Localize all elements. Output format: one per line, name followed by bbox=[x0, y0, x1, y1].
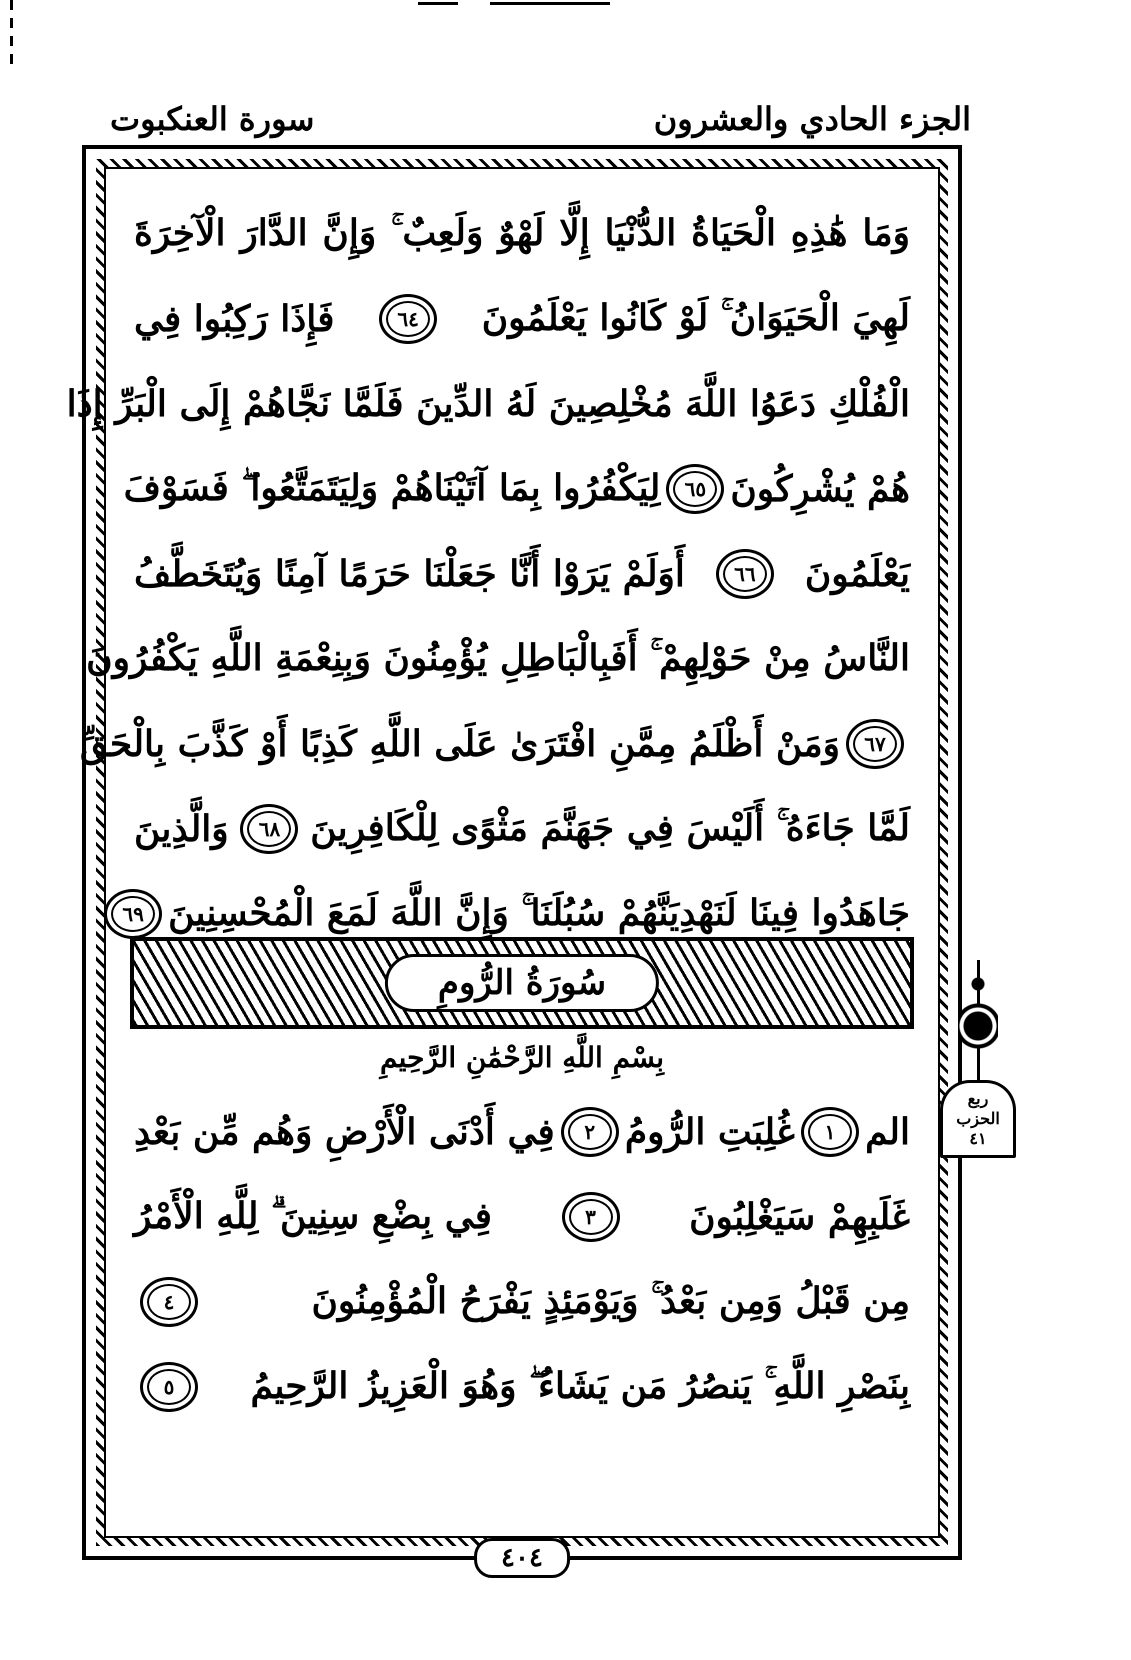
verse-text: وَمَنْ أَظْلَمُ مِمَّنِ افْتَرَىٰ عَلَى اللَّهِ كَذِبًا أَوْ كَذَّبَ بِالْحَقِّ bbox=[79, 722, 840, 765]
verse-line bbox=[123, 446, 910, 531]
verse-line bbox=[134, 191, 910, 276]
ayah-marker: ١ bbox=[801, 1107, 859, 1157]
verse-text: أَوَلَمْ يَرَوْا أَنَّا جَعَلْنَا حَرَمًا آمِنًا وَيُتَخَطَّفُ bbox=[134, 552, 685, 595]
surah-banner bbox=[130, 937, 914, 1029]
hizb-label: الحزب bbox=[956, 1109, 1000, 1128]
verse-text: الْفُلْكِ دَعَوُا اللَّهَ مُخْلِصِينَ لَهُ الدِّينَ فَلَمَّا نَجَّاهُمْ إِلَى الْبَرِّ إِذَا bbox=[66, 382, 910, 425]
verse-text: هُمْ يُشْرِكُونَ bbox=[730, 467, 910, 510]
verse-line bbox=[86, 616, 910, 701]
surah-banner-title: سُورَةُ الرُّومِ bbox=[385, 954, 659, 1012]
verse-text: جَاهَدُوا فِينَا لَنَهْدِيَنَّهُمْ سُبُلَنَا ۚ وَإِنَّ اللَّهَ لَمَعَ الْمُحْسِنِينَ bbox=[168, 892, 910, 934]
verse-line bbox=[134, 531, 910, 616]
verse-text: يَعْلَمُونَ bbox=[804, 552, 910, 595]
hizb-ornament-icon bbox=[958, 960, 998, 1080]
ayah-marker: ٤ bbox=[140, 1277, 198, 1327]
top-rule bbox=[418, 2, 458, 5]
verse-line bbox=[134, 276, 910, 361]
top-rule bbox=[490, 2, 610, 5]
verse-text: الم bbox=[865, 1110, 910, 1153]
verse-line bbox=[134, 1259, 910, 1344]
verse-line bbox=[134, 1174, 910, 1259]
ayah-marker: ٦٤ bbox=[379, 294, 437, 344]
scan-margin-mark bbox=[10, 0, 13, 65]
page-number: ٤٠٤ bbox=[474, 1538, 570, 1578]
ayah-marker: ٦٧ bbox=[846, 719, 904, 769]
hizb-label: ربع bbox=[967, 1089, 989, 1108]
verse-line bbox=[134, 1344, 910, 1429]
verse-line bbox=[66, 361, 910, 446]
verse-text: غَلَبِهِمْ سَيَغْلِبُونَ bbox=[689, 1195, 910, 1238]
ankabut-verses bbox=[66, 191, 910, 956]
verse-line bbox=[134, 786, 910, 871]
verse-text: وَمَا هَٰذِهِ الْحَيَاةُ الدُّنْيَا إِلَّا لَهْوٌ وَلَعِبٌ ۚ وَإِنَّ الدَّارَ الْآخِرَةَ bbox=[134, 212, 910, 254]
verse-text: بِنَصْرِ اللَّهِ ۚ يَنصُرُ مَن يَشَاءُ ۖ وَهُوَ الْعَزِيزُ الرَّحِيمُ bbox=[250, 1365, 910, 1407]
ayah-marker: ٦٩ bbox=[104, 889, 162, 939]
verse-text: لِيَكْفُرُوا بِمَا آتَيْنَاهُمْ وَلِيَتَمَتَّعُوا ۖ فَسَوْفَ bbox=[123, 467, 661, 509]
frame-border bbox=[66, 159, 948, 1546]
ayah-marker: ٦٨ bbox=[240, 804, 298, 854]
verse-text: وَالَّذِينَ bbox=[134, 807, 229, 850]
rum-verses bbox=[134, 1089, 910, 1429]
ayah-marker: ٦٦ bbox=[716, 549, 774, 599]
ayah-marker: ٣ bbox=[562, 1192, 620, 1242]
verse-text: النَّاسُ مِنْ حَوْلِهِمْ ۚ أَفَبِالْبَاطِلِ يُؤْمِنُونَ وَبِنِعْمَةِ اللَّهِ يَكْفُرُونَ bbox=[86, 637, 910, 679]
juz-header: الجزء الحادي والعشرون bbox=[653, 100, 971, 138]
verse-text: فِي بِضْعِ سِنِينَ ۗ لِلَّهِ الْأَمْرُ bbox=[134, 1195, 492, 1237]
ayah-marker: ٢ bbox=[561, 1107, 619, 1157]
ayah-marker: ٥ bbox=[140, 1362, 198, 1412]
verse-line bbox=[134, 1089, 910, 1174]
ayah-marker: ٦٥ bbox=[666, 464, 724, 514]
hizb-marker bbox=[940, 960, 1016, 1158]
verse-text: لَهِيَ الْحَيَوَانُ ۚ لَوْ كَانُوا يَعْلَمُونَ bbox=[481, 297, 910, 339]
hizb-number: ٤١ bbox=[969, 1129, 987, 1148]
verse-text: فِي أَدْنَى الْأَرْضِ وَهُم مِّن بَعْدِ bbox=[134, 1110, 555, 1153]
verse-text: لَمَّا جَاءَهُ ۚ أَلَيْسَ فِي جَهَنَّمَ مَثْوًى لِلْكَافِرِينَ bbox=[310, 807, 910, 849]
surah-header: سورة العنكبوت bbox=[110, 100, 315, 138]
verse-text: فَإِذَا رَكِبُوا فِي bbox=[134, 297, 335, 340]
verse-line bbox=[79, 701, 910, 786]
verse-text: غُلِبَتِ الرُّومُ bbox=[624, 1110, 795, 1153]
hizb-label-box bbox=[940, 1080, 1016, 1158]
text-area bbox=[66, 167, 940, 1538]
verse-text: مِن قَبْلُ وَمِن بَعْدُ ۚ وَيَوْمَئِذٍ يَفْرَحُ الْمُؤْمِنُونَ bbox=[311, 1280, 910, 1322]
page-frame bbox=[66, 145, 962, 1573]
basmala: بِسْمِ اللَّهِ الرَّحْمَٰنِ الرَّحِيمِ bbox=[380, 1041, 664, 1074]
